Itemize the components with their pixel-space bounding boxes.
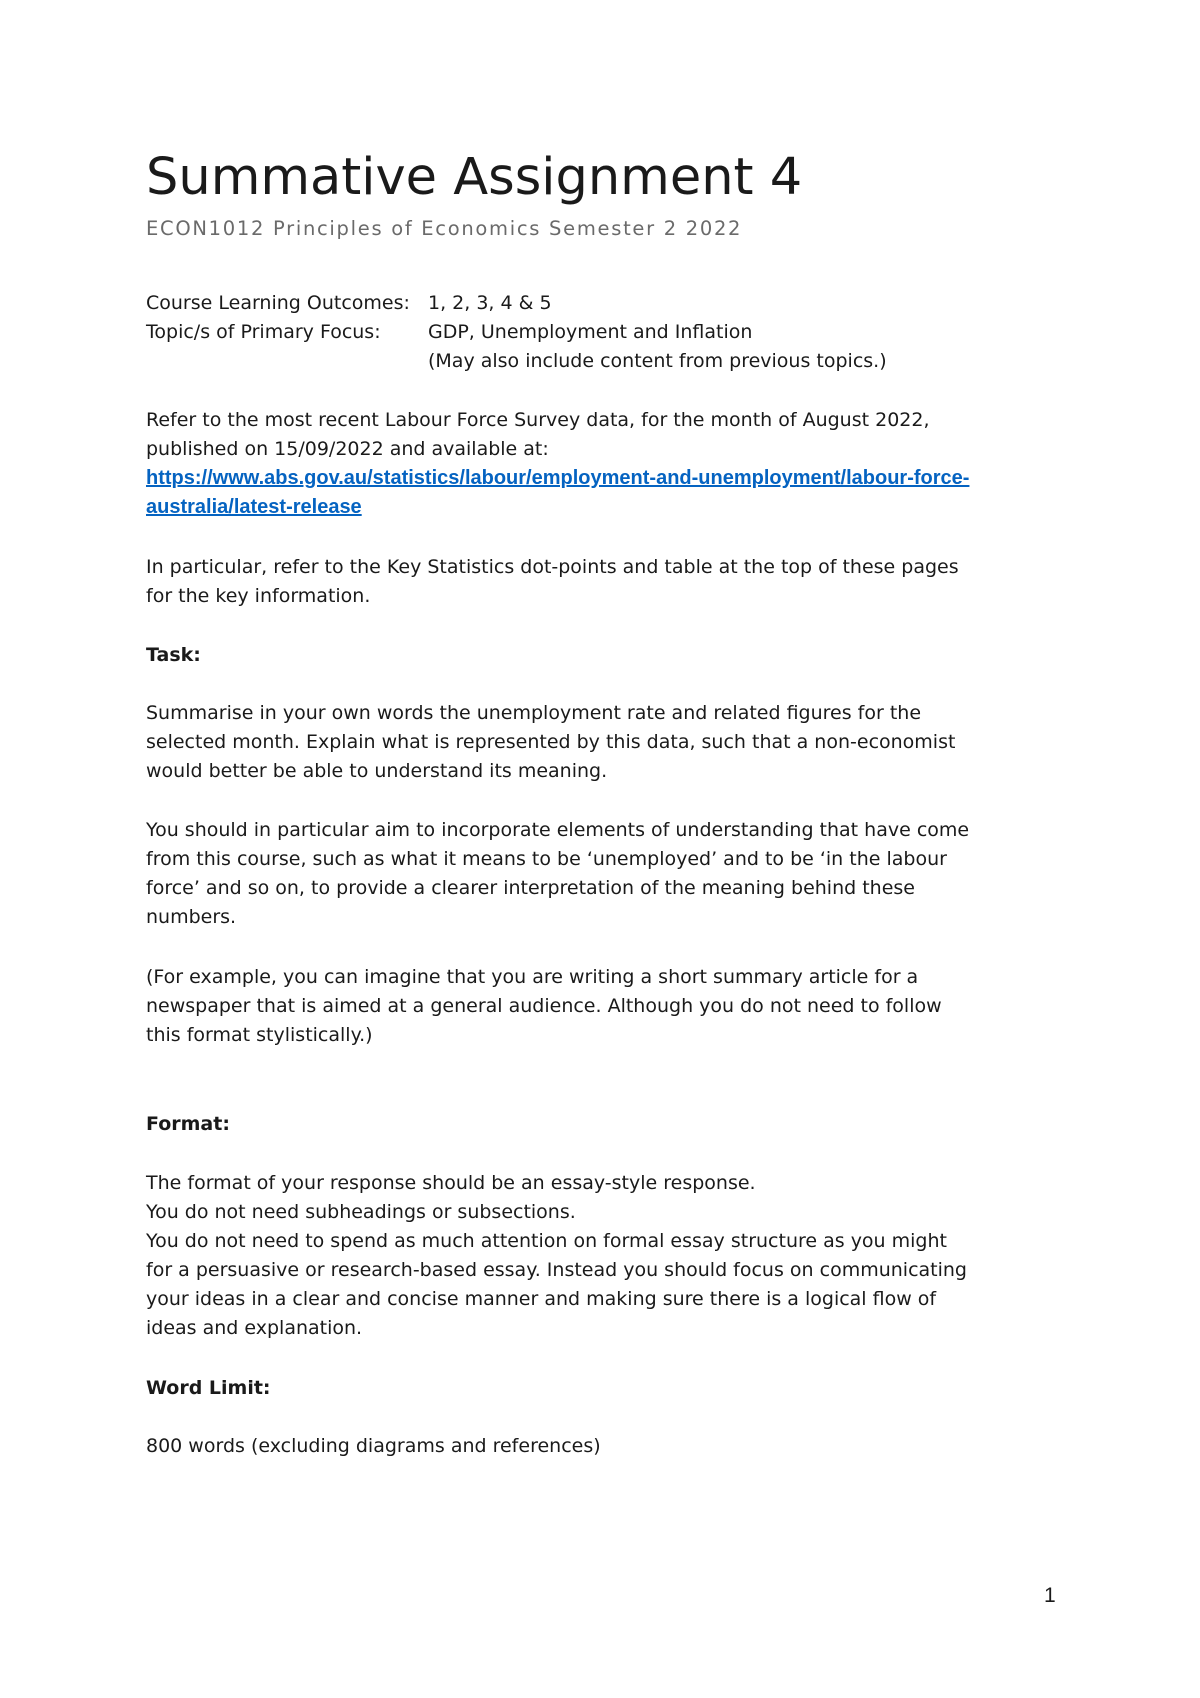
paragraph-line: Summarise in your own words the unemployment rate and related figures for the (146, 702, 922, 724)
paragraph-line: numbers. (146, 906, 237, 928)
paragraph-line: You do not need to spend as much attention on formal essay structure as you might (146, 1230, 947, 1252)
paragraph-line: for a persuasive or research-based essay. Instead you should focus on communicating (146, 1259, 967, 1281)
task-paragraph-1 (146, 699, 1076, 786)
key-statistics-paragraph (146, 553, 1076, 611)
course-meta (146, 289, 1076, 376)
outcomes-value: 1, 2, 3, 4 & 5 (428, 292, 552, 314)
topics-row (146, 318, 1076, 347)
paragraph-line: would better be able to understand its meaning. (146, 760, 608, 782)
format-paragraph (146, 1169, 1076, 1343)
paragraph-line: this format stylistically.) (146, 1024, 373, 1046)
paragraph-line: force’ and so on, to provide a clearer interpretation of the meaning behind these (146, 877, 915, 899)
format-heading: Format: (146, 1113, 230, 1135)
paragraph-line: ideas and explanation. (146, 1317, 363, 1339)
word-limit-heading: Word Limit: (146, 1377, 271, 1399)
abs-link-line (146, 464, 1076, 493)
abs-link[interactable]: https://www.abs.gov.au/statistics/labour/employment-and-unemployment/labour-force- (146, 467, 970, 489)
outcomes-label: Course Learning Outcomes: (146, 292, 410, 314)
paragraph-line: (For example, you can imagine that you are writing a short summary article for a (146, 966, 919, 988)
abs-link-continued[interactable]: australia/latest-release (146, 496, 362, 518)
task-paragraph-2 (146, 816, 1076, 932)
topics-note: (May also include content from previous topics.) (428, 350, 887, 372)
abs-link-line (146, 493, 1076, 522)
topics-value: GDP, Unemployment and Inflation (428, 321, 753, 343)
intro-line: published on 15/09/2022 and available at: (146, 438, 549, 460)
word-limit-text: 800 words (excluding diagrams and references) (146, 1435, 601, 1457)
topics-label: Topic/s of Primary Focus: (146, 321, 381, 343)
paragraph-line: The format of your response should be an essay-style response. (146, 1172, 756, 1194)
paragraph-line: You should in particular aim to incorporate elements of understanding that have come (146, 819, 970, 841)
page-number: 1 (1044, 1584, 1056, 1607)
paragraph-line: selected month. Explain what is represented by this data, such that a non-economist (146, 731, 956, 753)
paragraph-line: from this course, such as what it means to be ‘unemployed’ and to be ‘in the labour (146, 848, 947, 870)
paragraph-line: You do not need subheadings or subsections. (146, 1201, 576, 1223)
paragraph-line: for the key information. (146, 585, 371, 607)
paragraph-line: In particular, refer to the Key Statistics dot-points and table at the top of these pages (146, 556, 959, 578)
document-subtitle: ECON1012 Principles of Economics Semester 2 2022 (146, 217, 743, 240)
outcomes-row (146, 289, 1076, 318)
paragraph-line: newspaper that is aimed at a general audience. Although you do not need to follow (146, 995, 942, 1017)
intro-line: Refer to the most recent Labour Force Survey data, for the month of August 2022, (146, 409, 930, 431)
task-paragraph-3 (146, 963, 1076, 1050)
intro-paragraph (146, 406, 1076, 522)
paragraph-line: your ideas in a clear and concise manner and making sure there is a logical flow of (146, 1288, 937, 1310)
task-heading: Task: (146, 644, 201, 666)
document-title: Summative Assignment 4 (146, 148, 803, 207)
